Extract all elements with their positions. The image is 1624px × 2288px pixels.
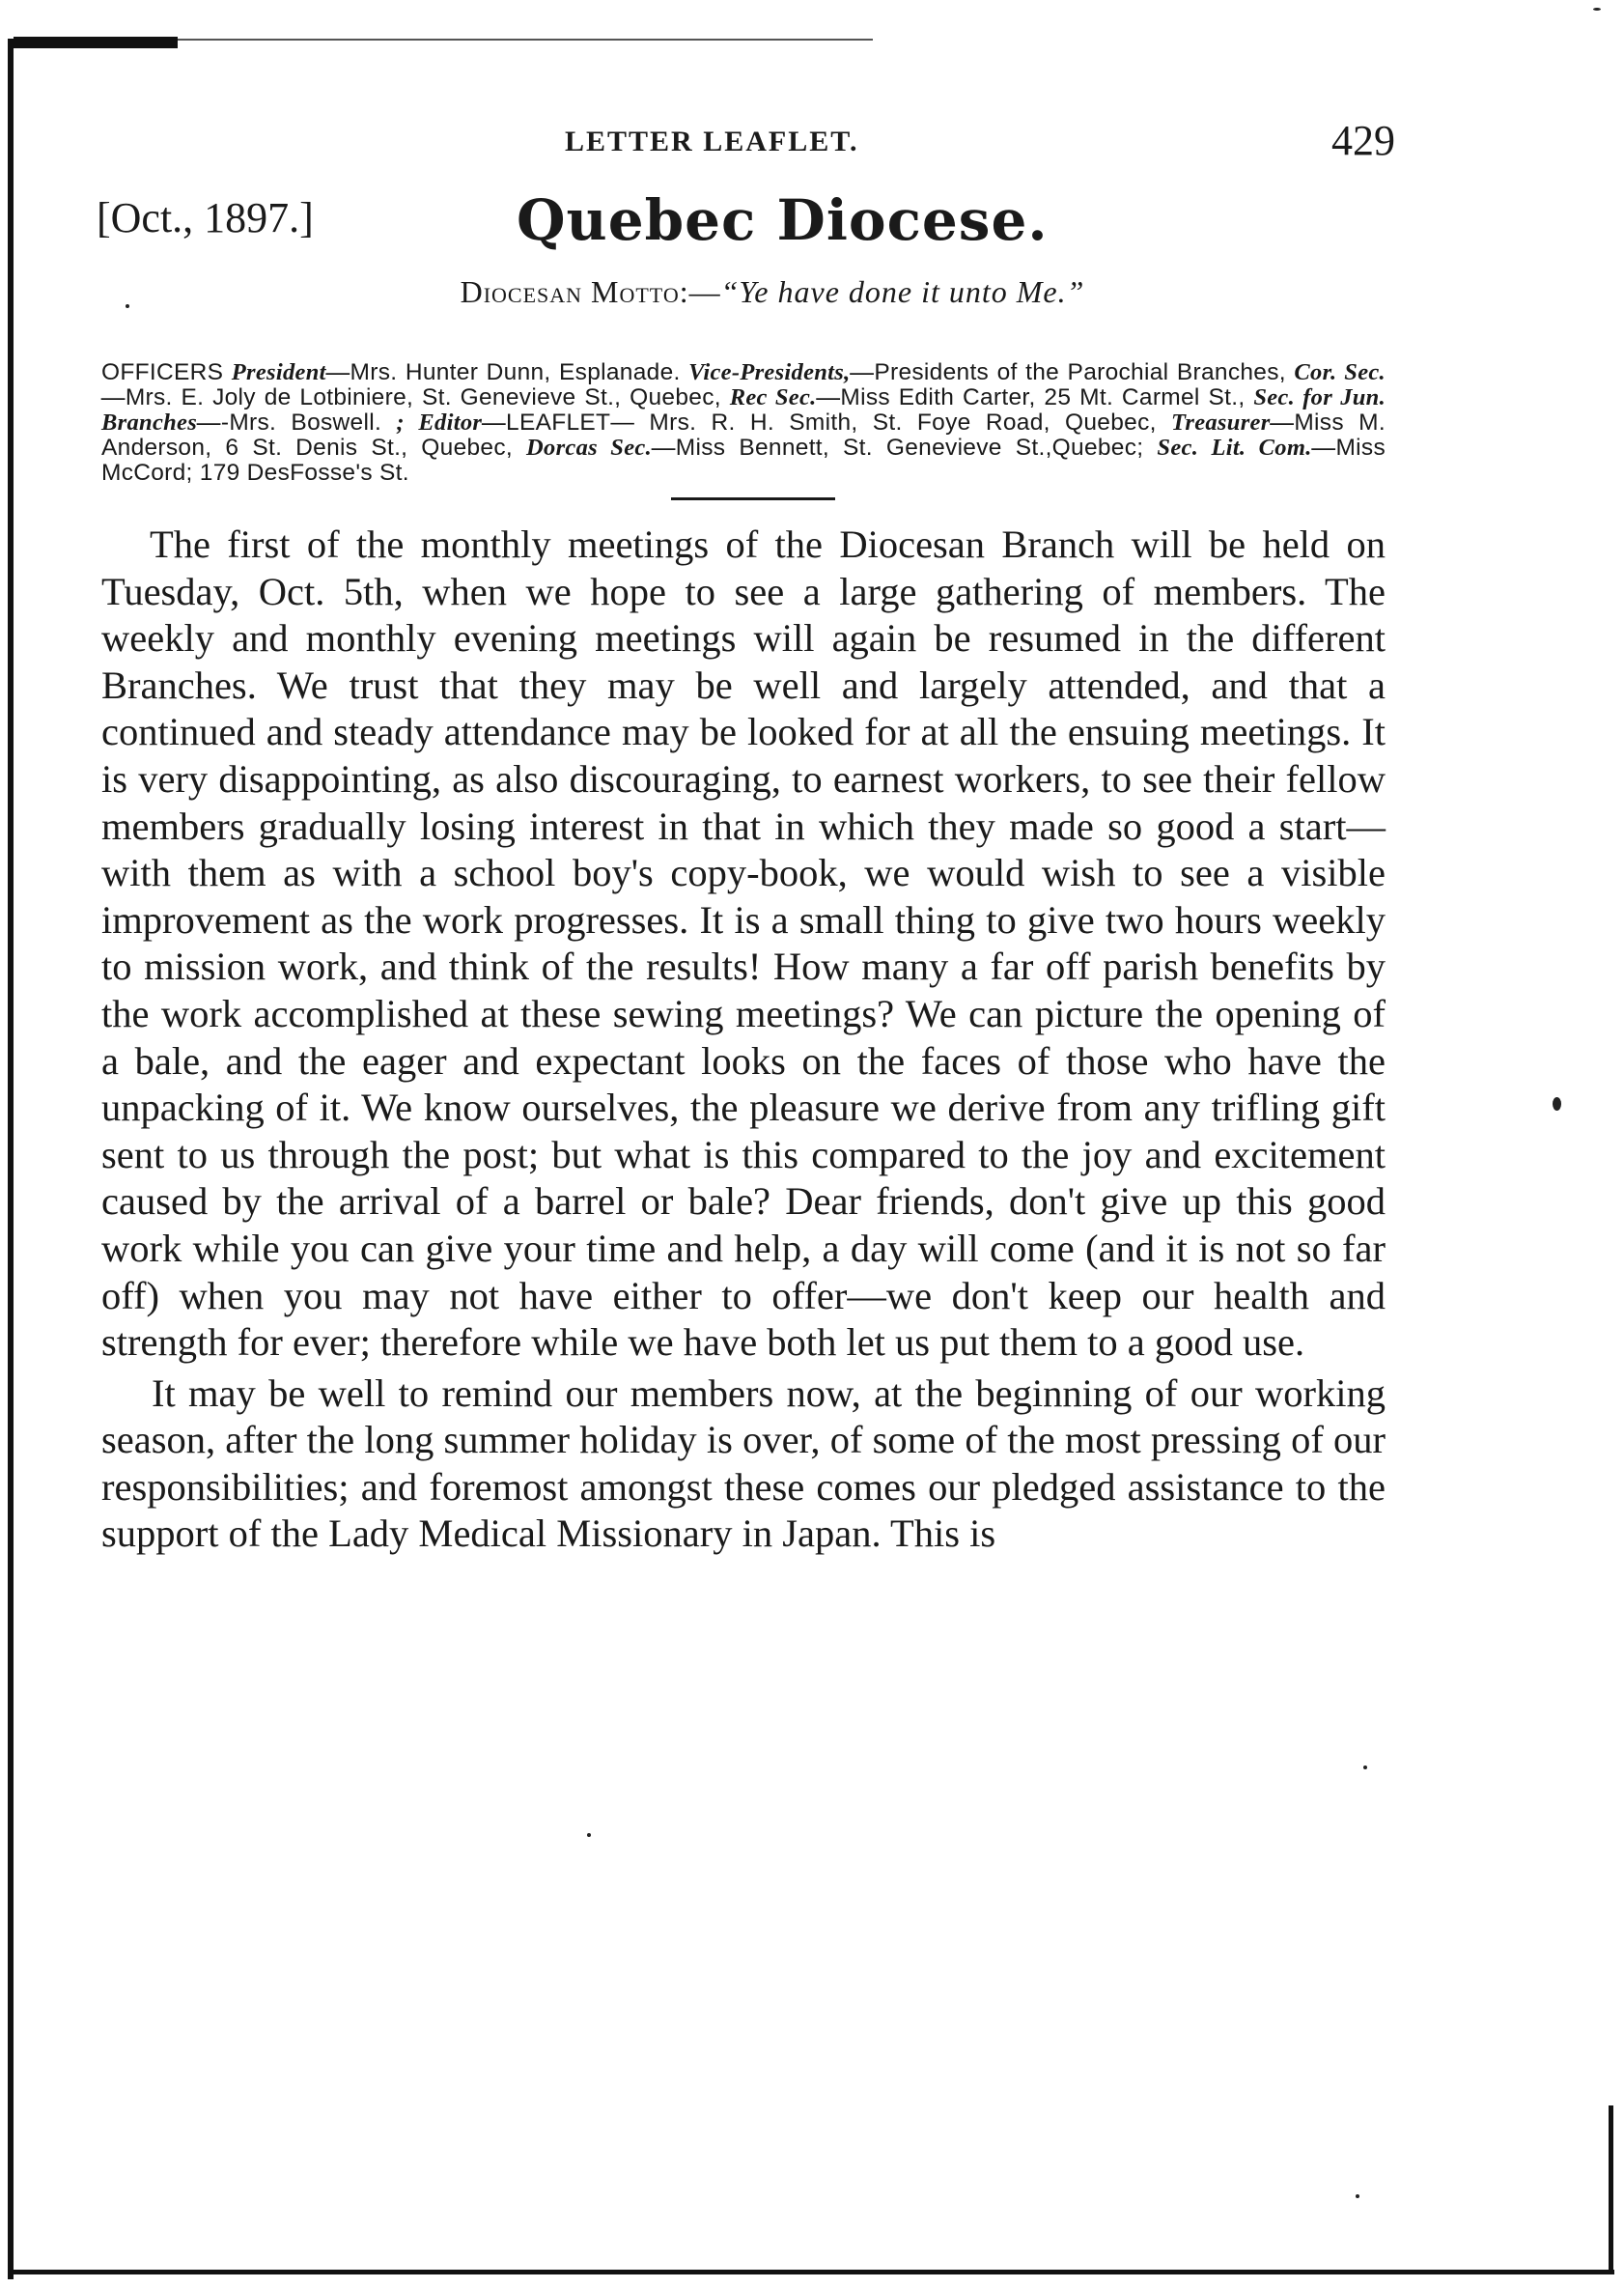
officer-name: Miss M. Anderson, 6 St. Denis St., Quebec,	[101, 410, 1386, 461]
officer-name: Presidents of the Parochial Branches,	[874, 359, 1286, 385]
officer-name: Miss Bennett, St. Genevieve St.,Quebec;	[675, 435, 1144, 461]
officer-role: Vice-Presidents,—	[688, 359, 875, 385]
motto-label: Diocesan Motto:—	[460, 274, 721, 309]
officer-name: Mrs. R. H. Smith, St. Foye Road, Quebec,	[649, 410, 1157, 436]
section-divider	[671, 497, 835, 500]
scan-speck	[1356, 2194, 1359, 2198]
scan-border-right	[1609, 2105, 1613, 2274]
officer-role: Dorcas Sec.—	[526, 435, 676, 461]
paragraph: It may be well to remind our members now, at the beginning of our working season, after the long summer holiday is over, of some of the most pressing of our responsibilities; and foremost amongst these comes our pledged assistance to the support of the Lady Medical Missionary in Japan. This is	[101, 1370, 1386, 1556]
officer-role: Treasurer—	[1171, 410, 1295, 436]
officer-role: ; Editor—	[396, 410, 507, 436]
leaflet-label: LEAFLET—	[506, 410, 635, 436]
scan-speck	[1593, 8, 1601, 11]
document-page	[97, 116, 1395, 1558]
officer-name: Miss Edith Carter, 25 Mt. Carmel St.,	[840, 384, 1246, 410]
running-title: LETTER LEAFLET.	[565, 126, 859, 157]
section-title: Quebec Diocese.	[517, 187, 1049, 253]
scan-border-top	[178, 39, 873, 41]
officer-name: -Mrs. Boswell.	[220, 410, 382, 436]
officer-role: Rec Sec.—	[729, 384, 841, 410]
officer-role: Sec. Lit. Com.—	[1157, 435, 1336, 461]
officer-name: Mrs. E. Joly de Lotbiniere, St. Genevieve St., Quebec,	[125, 384, 721, 410]
motto-text: “Ye have done it unto Me.”	[720, 274, 1085, 309]
section-header	[97, 187, 1386, 270]
officer-role: Sec. for Jun. Branches—	[101, 384, 1386, 436]
scan-speck	[1363, 1765, 1367, 1769]
scan-border-left	[8, 39, 14, 2279]
officers-lead: OFFICERS	[101, 359, 224, 385]
officer-name: Mrs. Hunter Dunn, Esplanade.	[350, 359, 681, 385]
scan-border-bottom	[8, 2270, 1614, 2274]
article-body	[101, 522, 1386, 1558]
scan-border-top-left	[14, 37, 178, 48]
officers-list	[101, 360, 1386, 486]
page-number: 429	[1331, 117, 1395, 164]
scan-speck	[587, 1833, 591, 1837]
scan-speck	[1553, 1097, 1561, 1111]
officer-role: President—	[231, 359, 350, 385]
officer-role: Cor. Sec.—	[101, 359, 1386, 410]
issue-date: [Oct., 1897.]	[97, 194, 314, 241]
diocesan-motto	[101, 274, 1386, 310]
officer-name: Miss McCord; 179 DesFosse's St.	[101, 435, 1386, 486]
paragraph: The first of the monthly meetings of the Diocesan Branch will be held on Tuesday, Oct. 5th, when we hope to see a large gathering of members. The weekly and monthly evening meetings will again be resumed in the different Branches. We trust that they may be well and largely attended, and that a continued and steady attendance may be looked for at all the ensuing meetings. It is very disappointing, as also discouraging, to earnest workers, to see their fellow members gradually losing interest in that in which they made so good a start—with them as with a school boy's copy-book, we would wish to see a visible improvement as the work progresses. It is a small thing to give two hours weekly to mission work, and think of the results! How many a far off parish benefits by the work accomplished at these sewing meetings? We can picture the opening of a bale, and the eager and expectant looks on the faces of those who have the unpacking of it. We know ourselves, the pleasure we derive from any trifling gift sent to us through the post; but what is this compared to the joy and excitement caused by the arrival of a barrel or bale? Dear friends, don't give up this good work while you can give your time and help, a day will come (and it is not so far off) when you may not have either to offer—we don't keep our health and strength for ever; therefore while we have both let us put them to a good use.	[101, 523, 1386, 1365]
running-head	[101, 116, 1395, 174]
